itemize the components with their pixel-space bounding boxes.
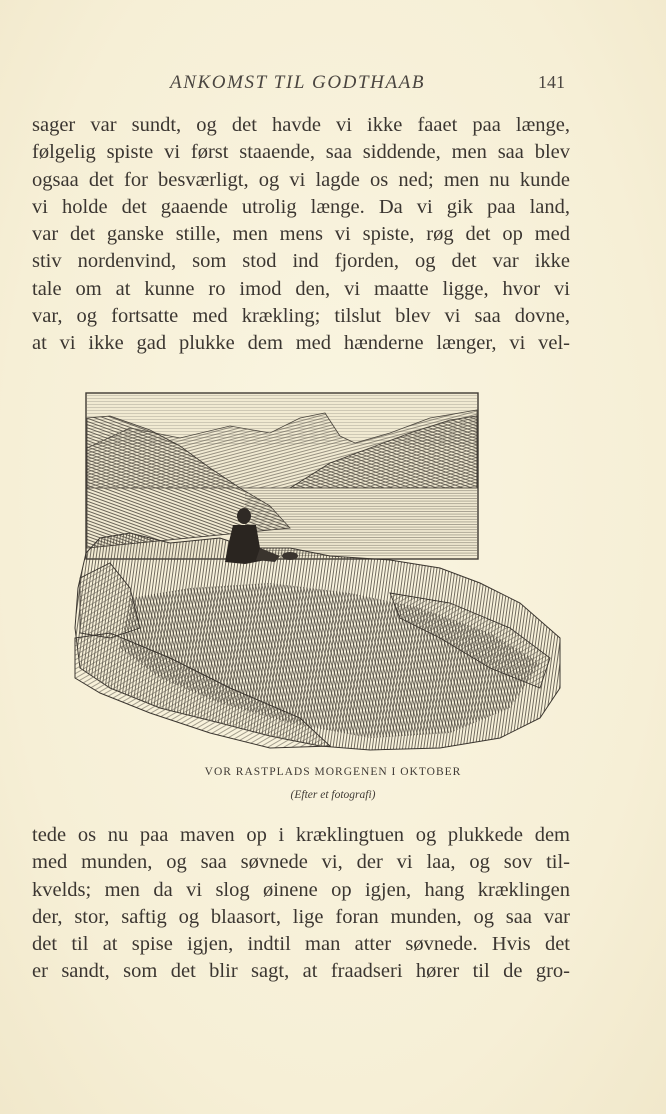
- text-line: sager var sundt, og det havde vi ikke faaet paa længe,: [32, 114, 570, 136]
- engraving-illustration: [70, 388, 570, 758]
- figure-source: (Efter et fotografi): [290, 789, 376, 801]
- text-line: tale om at kunne ro imod den, vi maatte ligge, hvor vi: [32, 277, 570, 300]
- text-line: var det ganske stille, men mens vi spiste, røg det op med: [32, 223, 570, 246]
- page-number: 141: [538, 72, 565, 92]
- running-title: ANKOMST TIL GODTHAAB: [170, 72, 426, 93]
- text-line: var, og fortsatte med krækling; tilslut blev vi saa dovne,: [32, 305, 570, 328]
- paragraph-bottom: [32, 822, 570, 986]
- paragraph-top: [32, 112, 570, 358]
- text-line: vi holde det gaaende utrolig længe. Da vi gik paa land,: [32, 195, 570, 218]
- text-line: det til at spise igjen, indtil man atter søvnede. Hvis det: [32, 933, 570, 956]
- text-line: at vi ikke gad plukke dem med hænderne længer, vi vel-: [32, 332, 570, 355]
- text-line: kvelds; men da vi slog øinene op igjen, hang kræklingen: [32, 878, 570, 901]
- text-line: med munden, og saa søvnede vi, der vi laa, og sov til-: [32, 851, 570, 874]
- figure-caption: VOR RASTPLADS MORGENEN I OKTOBER: [204, 766, 462, 778]
- running-head: [0, 72, 666, 100]
- text-line: der, stor, saftig og blaasort, lige foran munden, og saa var: [32, 905, 570, 928]
- text-line: stiv nordenvind, som stod ind fjorden, og det var ikke: [32, 250, 570, 273]
- text-line: er sandt, som det blir sagt, at fraadseri hører til de gro-: [32, 960, 570, 983]
- text-line: følgelig spiste vi først staaende, saa siddende, men saa blev: [32, 141, 570, 164]
- text-line: tede os nu paa maven op i kræklingtuen og plukkede dem: [32, 824, 570, 846]
- text-line: ogsaa det for besværligt, og vi lagde os ned; men nu kunde: [32, 168, 570, 191]
